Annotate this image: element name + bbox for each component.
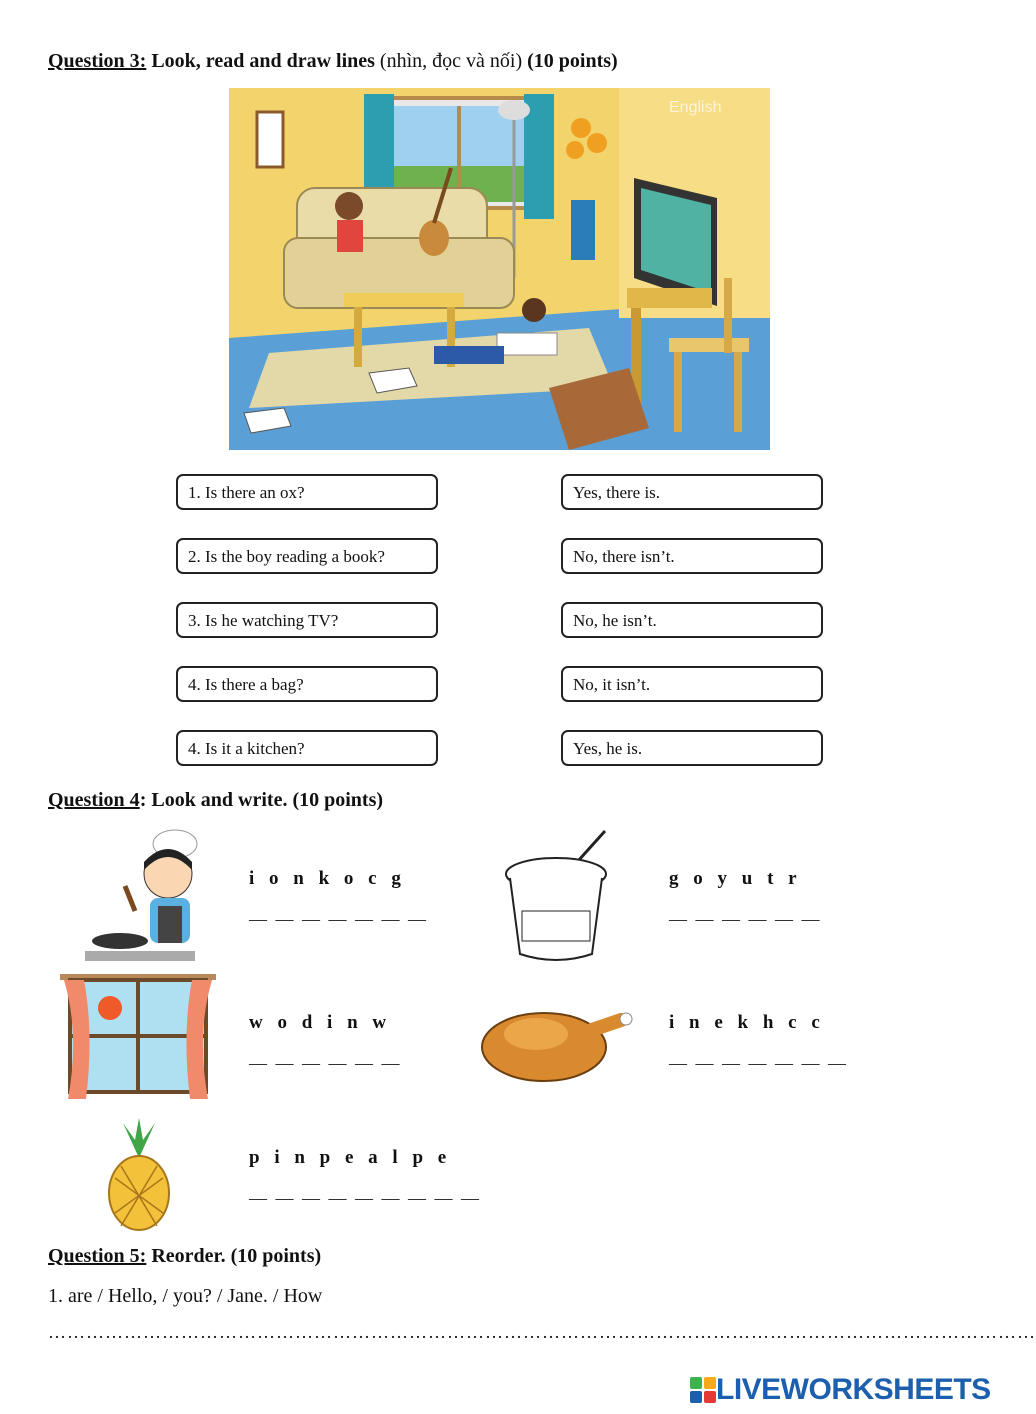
scrambled-word-5: p i n p e a l p e: [249, 1147, 452, 1168]
question-box-1[interactable]: 1. Is there an ox?: [176, 474, 438, 510]
answer-box-1[interactable]: Yes, there is.: [561, 474, 823, 510]
answer-blank-3[interactable]: — — — — — —: [249, 1053, 402, 1073]
reorder-item-1: 1. are / Hello, / you? / Jane. / How: [48, 1285, 323, 1307]
living-room-illustration: [229, 88, 770, 450]
watermark-text: English: [669, 99, 722, 116]
answer-blank-2[interactable]: — — — — — —: [669, 909, 822, 929]
question-3-points: (10 points): [522, 50, 618, 72]
question-4-label: Question 4: [48, 789, 140, 811]
question-box-2[interactable]: 2. Is the boy reading a book?: [176, 538, 438, 574]
question-3-title: Look, read and draw lines: [146, 50, 380, 72]
question-5-heading: [48, 1245, 321, 1268]
answer-blank-1[interactable]: — — — — — — —: [249, 909, 428, 929]
yogurt-picture: [500, 826, 612, 962]
liveworksheets-logo: [690, 1374, 991, 1406]
brand-name: LIVEWORKSHEETS: [716, 1373, 991, 1406]
scrambled-word-2: g o y u t r: [669, 868, 802, 889]
answer-blank-4[interactable]: — — — — — — —: [669, 1053, 848, 1073]
scrambled-word-3: w o d i n w: [249, 1012, 392, 1033]
question-box-5[interactable]: 4. Is it a kitchen?: [176, 730, 438, 766]
question-3-label: Question 3:: [48, 50, 147, 72]
answer-line-1[interactable]: …………………………………………………………………………………………………………………………………………: [48, 1322, 1036, 1342]
window-picture: [60, 974, 216, 1102]
question-box-3[interactable]: 3. Is he watching TV?: [176, 602, 438, 638]
question-5-label: Question 5:: [48, 1245, 147, 1267]
answer-box-5[interactable]: Yes, he is.: [561, 730, 823, 766]
question-box-4[interactable]: 4. Is there a bag?: [176, 666, 438, 702]
roast-chicken-picture: [476, 992, 636, 1086]
scrambled-word-4: i n e k h c c: [669, 1012, 825, 1033]
question-4-title: : Look and write. (10 points): [139, 789, 384, 811]
scrambled-word-1: i o n k o c g: [249, 868, 406, 889]
answer-box-4[interactable]: No, it isn’t.: [561, 666, 823, 702]
answer-box-2[interactable]: No, there isn’t.: [561, 538, 823, 574]
answer-blank-5[interactable]: — — — — — — — — —: [249, 1188, 481, 1208]
question-4-heading: [48, 789, 383, 812]
pineapple-picture: [103, 1118, 175, 1232]
question-5-title: Reorder. (10 points): [146, 1245, 322, 1267]
cooking-girl-picture: [80, 826, 220, 964]
question-3-vietnamese: (nhìn, đọc và nối): [379, 50, 523, 72]
question-3-heading: [48, 50, 618, 73]
answer-box-3[interactable]: No, he isn’t.: [561, 602, 823, 638]
liveworksheets-logo-icon: [690, 1377, 716, 1403]
